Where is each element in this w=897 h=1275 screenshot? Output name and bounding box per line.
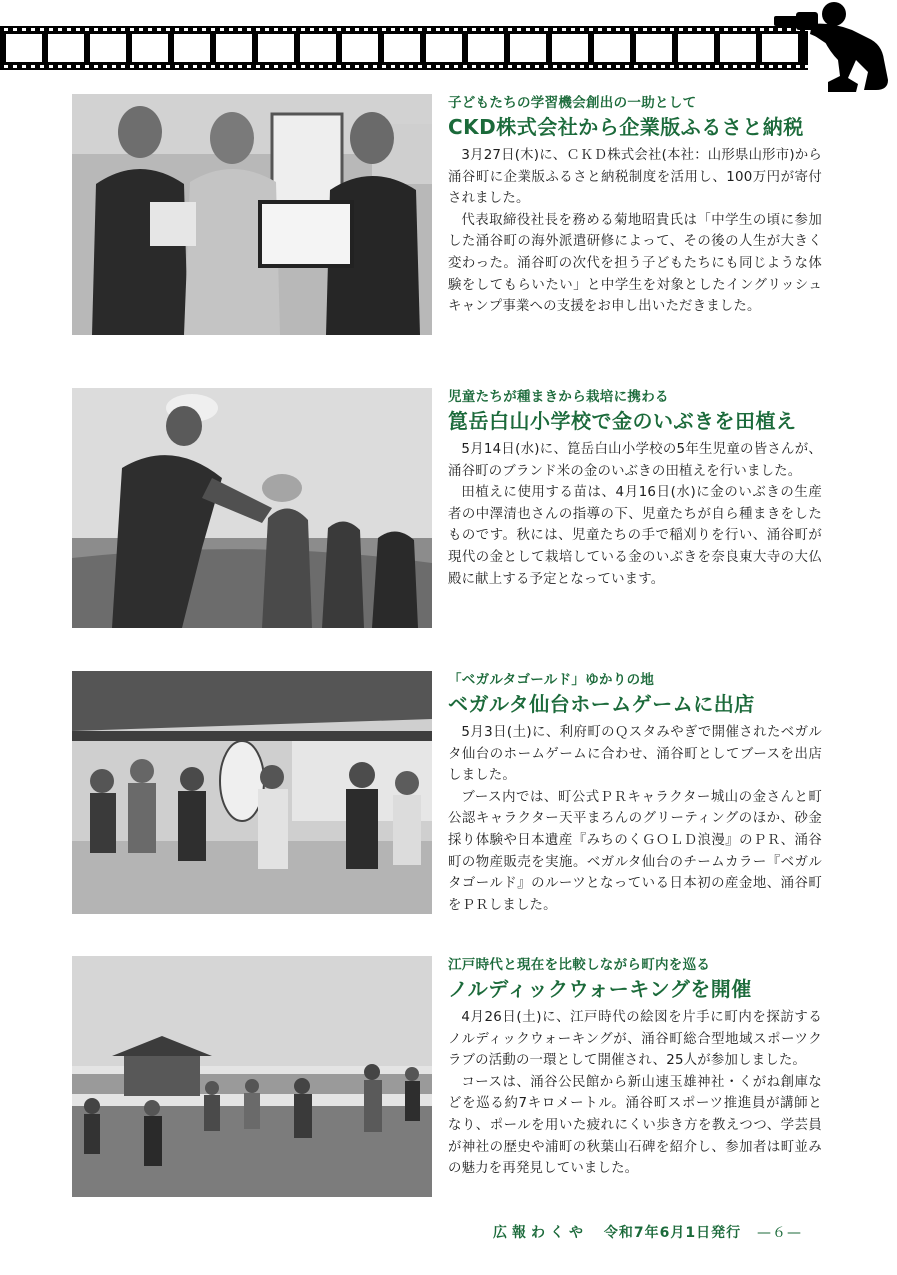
film-sprocket-hole: [643, 65, 647, 68]
film-sprocket-hole: [301, 28, 305, 31]
film-sprocket-hole: [364, 65, 368, 68]
film-sprocket-hole: [274, 65, 278, 68]
film-sprocket-hole: [310, 65, 314, 68]
film-sprocket-hole: [553, 65, 557, 68]
film-sprocket-hole: [49, 65, 53, 68]
film-sprocket-hole: [328, 65, 332, 68]
film-sprocket-hole: [688, 65, 692, 68]
film-sprocket-hole: [256, 65, 260, 68]
photo-vegalta-booth: [72, 671, 432, 914]
film-frame: [384, 34, 420, 62]
film-sprocket-hole: [103, 65, 107, 68]
film-sprocket-hole: [436, 65, 440, 68]
film-sprocket-hole: [526, 65, 530, 68]
film-sprocket-hole: [4, 65, 8, 68]
film-sprocket-hole: [238, 28, 242, 31]
film-sprocket-hole: [418, 28, 422, 31]
film-sprocket-hole: [247, 65, 251, 68]
film-sprocket-hole: [103, 28, 107, 31]
film-sprocket-hole: [67, 28, 71, 31]
article-paragraph: ブース内では、町公式ＰＲキャラクター城山の金さんと町公認キャラクター天平まろんのグリーティングのほか、砂金採り体験や日本遺産『みちのくＧＯＬＤ浪漫』のＰＲ、涌谷町の物産販売を実施。ベガルタ仙台のチームカラー『ベガルタゴールド』のルーツとなっている日本初の産金地、涌谷町をＰＲしました。: [448, 789, 822, 913]
film-sprocket-hole: [382, 65, 386, 68]
publication-date: 令和7年6月1日発行: [603, 1225, 742, 1241]
film-sprocket-hole: [571, 65, 575, 68]
film-sprocket-hole: [382, 28, 386, 31]
film-sprocket-hole: [283, 28, 287, 31]
film-sprocket-hole: [589, 65, 593, 68]
film-sprocket-hole: [346, 28, 350, 31]
article-paragraph: 5月14日(水)に、箟岳白山小学校の5年生児童の皆さんが、涌谷町のブランド米の金のいぶきの田植えを行いました。: [448, 442, 822, 479]
film-frame: [426, 34, 462, 62]
film-frame: [174, 34, 210, 62]
film-sprocket-hole: [211, 65, 215, 68]
film-sprocket-hole: [733, 28, 737, 31]
film-sprocket-hole: [256, 28, 260, 31]
film-frame: [6, 34, 42, 62]
film-sprocket-hole: [436, 28, 440, 31]
film-sprocket-hole: [463, 65, 467, 68]
film-sprocket-hole: [49, 28, 53, 31]
film-sprocket-hole: [652, 65, 656, 68]
film-frame: [342, 34, 378, 62]
film-sprocket-hole: [463, 28, 467, 31]
film-sprocket-hole: [184, 65, 188, 68]
film-sprocket-hole: [616, 65, 620, 68]
film-sprocket-hole: [562, 28, 566, 31]
film-sprocket-hole: [535, 28, 539, 31]
film-sprocket-hole: [679, 28, 683, 31]
film-sprocket-hole: [31, 28, 35, 31]
film-sprocket-hole: [229, 65, 233, 68]
film-sprocket-hole: [472, 65, 476, 68]
film-sprocket-hole: [508, 65, 512, 68]
film-sprocket-hole: [265, 28, 269, 31]
film-sprocket-hole: [706, 28, 710, 31]
film-sprocket-hole: [220, 65, 224, 68]
film-sprocket-hole: [328, 28, 332, 31]
article-headline: ノルディックウォーキングを開催: [448, 977, 752, 1001]
article-kicker: 江戸時代と現在を比較しながら町内を巡る: [448, 957, 711, 973]
film-sprocket-hole: [301, 65, 305, 68]
film-sprocket-hole: [445, 28, 449, 31]
film-sprocket-hole: [391, 28, 395, 31]
film-frame: [258, 34, 294, 62]
film-sprocket-hole: [157, 28, 161, 31]
film-sprocket-hole: [391, 65, 395, 68]
film-sprocket-hole: [427, 28, 431, 31]
film-sprocket-hole: [220, 28, 224, 31]
film-sprocket-hole: [526, 28, 530, 31]
film-sprocket-hole: [31, 65, 35, 68]
film-sprocket-hole: [166, 28, 170, 31]
article-text: [448, 956, 822, 1180]
film-sprocket-hole: [346, 65, 350, 68]
film-sprocket-hole: [751, 65, 755, 68]
film-sprocket-hole: [373, 28, 377, 31]
film-sprocket-hole: [454, 65, 458, 68]
film-sprocket-hole: [427, 65, 431, 68]
film-sprocket-hole: [643, 28, 647, 31]
article-text: [448, 94, 822, 318]
film-sprocket-hole: [112, 65, 116, 68]
film-sprocket-hole: [238, 65, 242, 68]
article-text: [448, 671, 822, 916]
article-paragraph: 代表取締役社長を務める菊地昭貴氏は「中学生の頃に参加した涌谷町の海外派遣研修によって、その後の人生が大きく変わった。涌谷町の次代を担う子どもたちにも同じような体験をしてもらいたい」と中学生を対象としたイングリッシュキャンプ事業への支援をお申し出いただきました。: [448, 212, 822, 315]
film-frame: [720, 34, 756, 62]
film-sprocket-hole: [553, 28, 557, 31]
film-sprocket-hole: [85, 28, 89, 31]
film-sprocket-hole: [4, 28, 8, 31]
page-number: —６—: [756, 1225, 802, 1241]
article-kicker: 子どもたちの学習機会創出の一助として: [448, 95, 697, 111]
article-text: [448, 388, 822, 590]
film-sprocket-hole: [139, 28, 143, 31]
film-sprocket-hole: [490, 65, 494, 68]
film-sprocket-hole: [355, 65, 359, 68]
film-sprocket-hole: [445, 65, 449, 68]
film-sprocket-hole: [319, 28, 323, 31]
photo-rice-planting: [72, 388, 432, 628]
film-sprocket-hole: [292, 28, 296, 31]
film-sprocket-hole: [337, 28, 341, 31]
article-kicker: 「ベガルタゴールド」ゆかりの地: [448, 672, 655, 688]
film-sprocket-hole: [517, 28, 521, 31]
film-sprocket-hole: [292, 65, 296, 68]
film-sprocket-hole: [661, 65, 665, 68]
film-sprocket-hole: [499, 28, 503, 31]
film-sprocket-hole: [724, 28, 728, 31]
film-sprocket-hole: [535, 65, 539, 68]
film-sprocket-hole: [355, 28, 359, 31]
article-headline: 箟岳白山小学校で金のいぶきを田植え: [448, 409, 797, 433]
film-sprocket-hole: [67, 65, 71, 68]
film-sprocket-hole: [22, 28, 26, 31]
film-sprocket-hole: [652, 28, 656, 31]
film-sprocket-hole: [94, 28, 98, 31]
film-sprocket-hole: [121, 65, 125, 68]
film-sprocket-hole: [580, 65, 584, 68]
film-sprocket-hole: [112, 28, 116, 31]
photographer-silhouette-icon: [772, 0, 894, 92]
photo-nordic-walking: [72, 956, 432, 1197]
page-footer: [493, 1222, 802, 1242]
photo-donation-ceremony: [72, 94, 432, 335]
film-sprocket-hole: [121, 28, 125, 31]
article-paragraph: 4月26日(土)に、江戸時代の絵図を片手に町内を探訪するノルディックウォーキングが、涌谷町総合型地域スポーツクラブの活動の一環として開催され、25人が参加しました。: [448, 1010, 822, 1069]
film-sprocket-hole: [148, 65, 152, 68]
film-sprocket-hole: [598, 28, 602, 31]
film-sprocket-hole: [481, 65, 485, 68]
article-paragraph: 5月3日(土)に、利府町のＱスタみやぎで開催されたベガルタ仙台のホームゲームに合わせ、涌谷町としてブースを出店しました。: [448, 725, 822, 784]
article-paragraph: コースは、涌谷公民館から新山速玉雄神社・くがね創庫などを巡る約7キロメートル。涌谷町スポーツ推進員が講師となり、ポールを用いた疲れにくい歩き方を教えつつ、学芸員が神社の歴史や浦町の秋葉山石碑を紹介し、参加者は町並みの魅力を再発見していました。: [448, 1074, 822, 1177]
film-sprocket-hole: [130, 65, 134, 68]
film-sprocket-hole: [598, 65, 602, 68]
film-frame: [90, 34, 126, 62]
film-sprocket-hole: [58, 65, 62, 68]
film-sprocket-hole: [742, 65, 746, 68]
film-sprocket-hole: [193, 65, 197, 68]
film-sprocket-hole: [274, 28, 278, 31]
film-sprocket-hole: [760, 28, 764, 31]
film-sprocket-hole: [544, 28, 548, 31]
film-frame: [132, 34, 168, 62]
film-sprocket-hole: [337, 65, 341, 68]
film-sprocket-hole: [616, 28, 620, 31]
film-sprocket-hole: [400, 28, 404, 31]
film-sprocket-hole: [175, 65, 179, 68]
film-sprocket-hole: [40, 28, 44, 31]
film-sprocket-hole: [193, 28, 197, 31]
film-sprocket-hole: [229, 28, 233, 31]
article-paragraph: 3月27日(木)に、ＣＫＤ株式会社(本社：山形県山形市)から涌谷町に企業版ふるさと納税制度を活用し、100万円が寄付されました。: [448, 148, 822, 207]
film-sprocket-hole: [418, 65, 422, 68]
film-sprocket-hole: [679, 65, 683, 68]
film-frame: [468, 34, 504, 62]
film-sprocket-hole: [13, 65, 17, 68]
film-sprocket-hole: [697, 28, 701, 31]
film-sprocket-hole: [472, 28, 476, 31]
film-sprocket-hole: [211, 28, 215, 31]
film-sprocket-hole: [373, 65, 377, 68]
film-sprocket-hole: [148, 28, 152, 31]
film-frame: [510, 34, 546, 62]
film-sprocket-hole: [184, 28, 188, 31]
film-sprocket-hole: [562, 65, 566, 68]
film-sprocket-hole: [175, 28, 179, 31]
film-sprocket-hole: [715, 28, 719, 31]
film-sprocket-hole: [58, 28, 62, 31]
film-sprocket-hole: [706, 65, 710, 68]
film-sprocket-hole: [409, 65, 413, 68]
film-sprocket-hole: [508, 28, 512, 31]
film-sprocket-hole: [499, 65, 503, 68]
film-sprocket-hole: [490, 28, 494, 31]
film-sprocket-hole: [724, 65, 728, 68]
film-sprocket-hole: [166, 65, 170, 68]
film-sprocket-hole: [202, 28, 206, 31]
film-frame: [636, 34, 672, 62]
film-sprocket-hole: [544, 65, 548, 68]
film-sprocket-hole: [742, 28, 746, 31]
film-sprocket-hole: [247, 28, 251, 31]
film-sprocket-hole: [634, 65, 638, 68]
film-sprocket-hole: [85, 65, 89, 68]
film-sprocket-hole: [517, 65, 521, 68]
film-sprocket-hole: [751, 28, 755, 31]
film-frame: [678, 34, 714, 62]
film-sprocket-hole: [130, 28, 134, 31]
film-frame: [216, 34, 252, 62]
film-sprocket-hole: [481, 28, 485, 31]
article-headline: ベガルタ仙台ホームゲームに出店: [448, 692, 755, 716]
film-frame: [300, 34, 336, 62]
film-sprocket-hole: [607, 65, 611, 68]
film-sprocket-hole: [283, 65, 287, 68]
film-sprocket-hole: [409, 28, 413, 31]
article-headline: CKD株式会社から企業版ふるさと納税: [448, 115, 804, 139]
film-sprocket-hole: [13, 28, 17, 31]
publication-name: 広報わくや: [493, 1225, 588, 1241]
article-paragraph: 田植えに使用する苗は、4月16日(水)に金のいぶきの生産者の中澤清也さんの指導の下、児童たちが自ら種まきをしたものです。秋には、児童たちの手で稲刈りを行い、涌谷町が現代の金として栽培している金のいぶきを奈良東大寺の大仏殿に献上する予定となっています。: [448, 485, 822, 587]
film-sprocket-hole: [202, 65, 206, 68]
film-sprocket-hole: [76, 65, 80, 68]
film-sprocket-hole: [670, 28, 674, 31]
film-sprocket-hole: [76, 28, 80, 31]
film-strip-header: [0, 26, 808, 70]
film-sprocket-hole: [688, 28, 692, 31]
film-sprocket-hole: [580, 28, 584, 31]
film-sprocket-hole: [715, 65, 719, 68]
film-sprocket-hole: [760, 65, 764, 68]
film-sprocket-hole: [697, 65, 701, 68]
film-sprocket-hole: [589, 28, 593, 31]
film-sprocket-hole: [310, 28, 314, 31]
film-sprocket-hole: [364, 28, 368, 31]
film-sprocket-hole: [661, 28, 665, 31]
film-sprocket-hole: [625, 28, 629, 31]
film-sprocket-hole: [265, 65, 269, 68]
film-sprocket-hole: [319, 65, 323, 68]
film-sprocket-hole: [40, 65, 44, 68]
film-sprocket-hole: [139, 65, 143, 68]
film-sprocket-hole: [625, 65, 629, 68]
film-sprocket-hole: [157, 65, 161, 68]
film-frame: [594, 34, 630, 62]
article-kicker: 児童たちが種まきから栽培に携わる: [448, 389, 669, 405]
film-sprocket-hole: [454, 28, 458, 31]
film-frame: [552, 34, 588, 62]
film-sprocket-hole: [733, 65, 737, 68]
film-sprocket-hole: [571, 28, 575, 31]
film-sprocket-hole: [634, 28, 638, 31]
film-sprocket-hole: [94, 65, 98, 68]
film-sprocket-hole: [22, 65, 26, 68]
film-frame: [48, 34, 84, 62]
film-sprocket-hole: [670, 65, 674, 68]
film-sprocket-hole: [607, 28, 611, 31]
film-sprocket-hole: [400, 65, 404, 68]
